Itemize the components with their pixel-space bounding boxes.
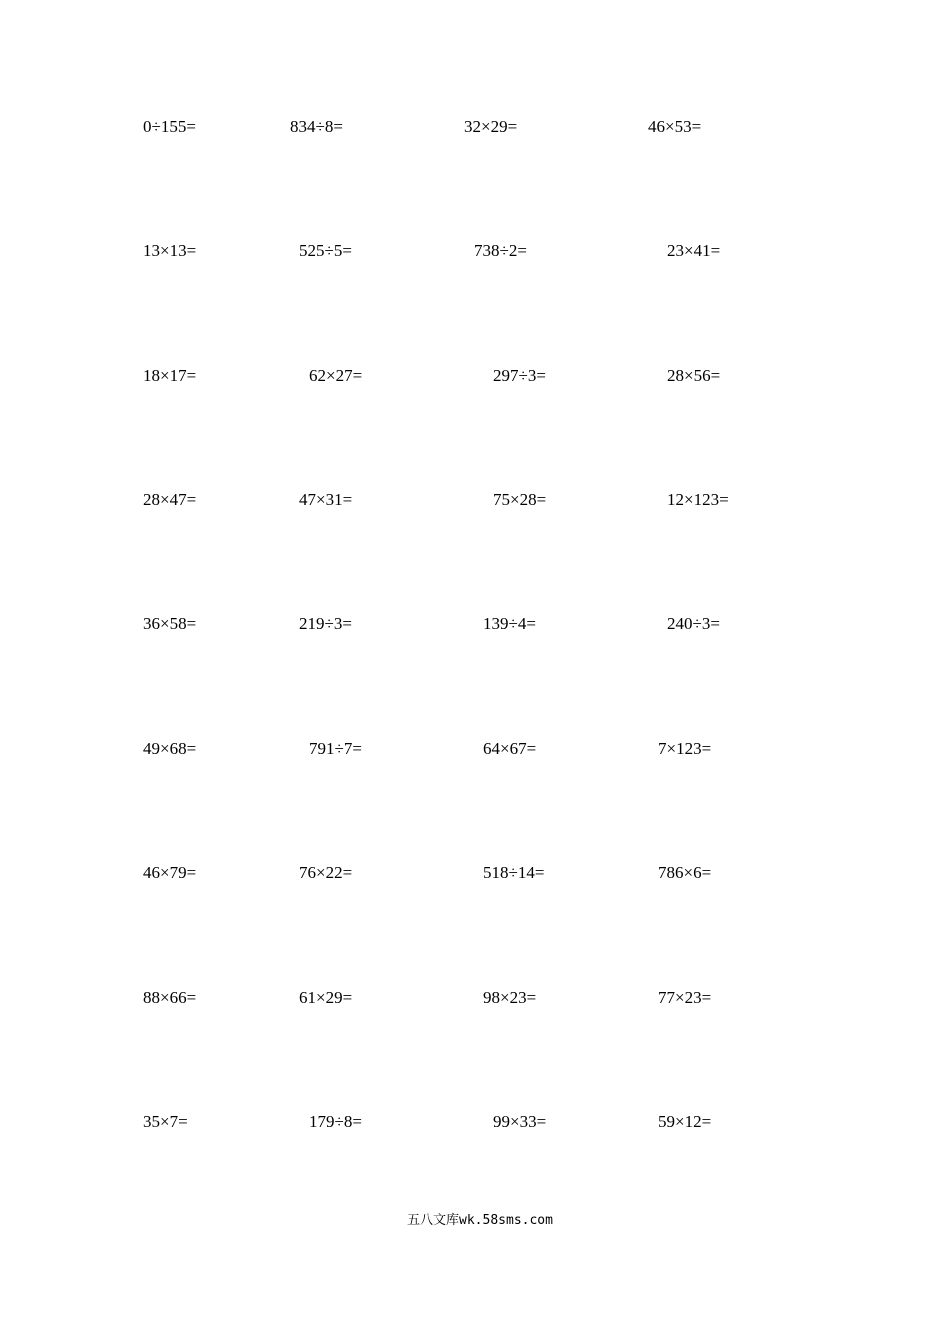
problem: 32×29= xyxy=(464,117,518,136)
problem: 738÷2= xyxy=(474,241,527,260)
problem: 99×33= xyxy=(493,1112,547,1131)
problem-row xyxy=(0,239,950,263)
problem: 59×12= xyxy=(658,1112,712,1131)
problem: 47×31= xyxy=(299,490,353,509)
problem: 49×68= xyxy=(143,739,197,758)
problem: 28×47= xyxy=(143,490,197,509)
problem: 139÷4= xyxy=(483,614,536,633)
problem: 13×13= xyxy=(143,241,197,260)
problem: 786×6= xyxy=(658,863,712,882)
problem: 18×17= xyxy=(143,366,197,385)
problem: 36×58= xyxy=(143,614,197,633)
problem: 12×123= xyxy=(667,490,729,509)
problem-row xyxy=(0,737,950,761)
problem: 62×27= xyxy=(309,366,363,385)
problem-row xyxy=(0,488,950,512)
problem-row xyxy=(0,115,950,139)
problem: 179÷8= xyxy=(309,1112,362,1131)
problem: 791÷7= xyxy=(309,739,362,758)
problem: 23×41= xyxy=(667,241,721,260)
problem: 76×22= xyxy=(299,863,353,882)
problem: 98×23= xyxy=(483,988,537,1007)
footer-watermark: 五八文库wk.58sms.com xyxy=(407,1213,553,1228)
problem: 35×7= xyxy=(143,1112,188,1131)
problem-row xyxy=(0,986,950,1010)
problem: 75×28= xyxy=(493,490,547,509)
problem: 28×56= xyxy=(667,366,721,385)
problem-row xyxy=(0,364,950,388)
problem-row xyxy=(0,612,950,636)
problem: 0÷155= xyxy=(143,117,196,136)
problem: 88×66= xyxy=(143,988,197,1007)
problem: 518÷14= xyxy=(483,863,545,882)
problem: 46×53= xyxy=(648,117,702,136)
problem: 61×29= xyxy=(299,988,353,1007)
problem: 834÷8= xyxy=(290,117,343,136)
problem: 7×123= xyxy=(658,739,712,758)
problem-row xyxy=(0,861,950,885)
problem: 297÷3= xyxy=(493,366,546,385)
problem: 64×67= xyxy=(483,739,537,758)
problem: 240÷3= xyxy=(667,614,720,633)
problem: 46×79= xyxy=(143,863,197,882)
problem: 219÷3= xyxy=(299,614,352,633)
problem: 77×23= xyxy=(658,988,712,1007)
problem: 525÷5= xyxy=(299,241,352,260)
problem-row xyxy=(0,1110,950,1134)
